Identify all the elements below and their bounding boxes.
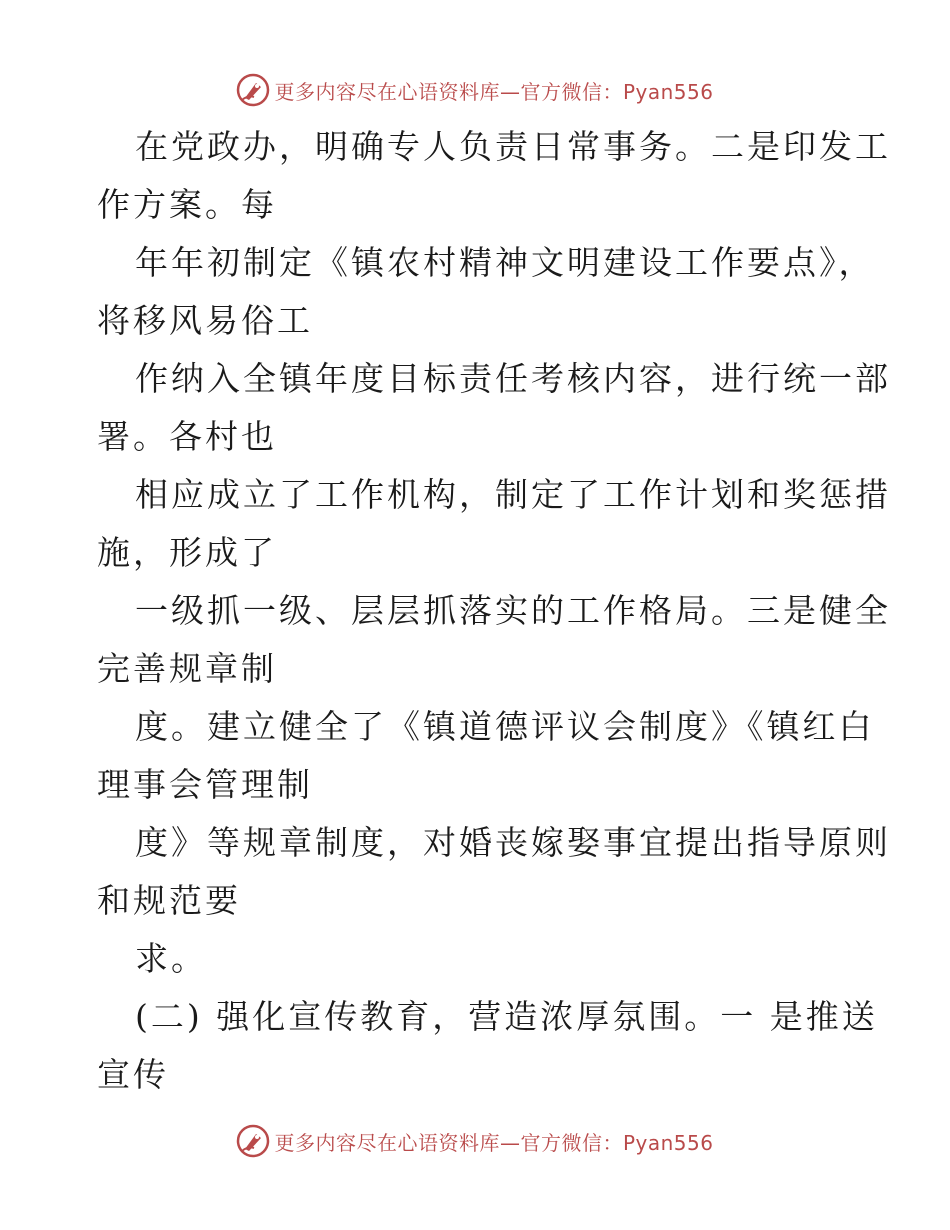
text-line: 理事会管理制	[97, 765, 313, 804]
text-line: 完善规章制	[97, 649, 277, 688]
text-line: 将移风易俗工	[97, 301, 313, 340]
text-line: 求。	[135, 939, 207, 978]
text-line: 相应成立了工作机构，制定了工作计划和奖惩措	[135, 475, 891, 514]
text-line: 宣传	[97, 1055, 169, 1094]
pen-nib-logo-icon	[236, 1124, 270, 1158]
text-line: 年年初制定《镇农村精神文明建设工作要点》，	[135, 243, 875, 282]
text-line: 度。建立健全了《镇道德评议会制度》《镇红白	[135, 707, 875, 746]
text-line: 一级抓一级、层层抓落实的工作格局。三是健全	[135, 591, 891, 630]
text-line: (二) 强化宣传教育，营造浓厚氛围。一 是推送	[135, 997, 878, 1036]
document-body	[97, 118, 891, 1104]
footer-watermark-banner	[0, 1121, 950, 1161]
text-line: 在党政办，明确专人负责日常事务。二是印发工	[135, 127, 891, 166]
text-line: 作方案。每	[97, 185, 277, 224]
text-line: 施，形成了	[97, 533, 277, 572]
text-line: 和规范要	[97, 881, 241, 920]
text-line: 度》等规章制度，对婚丧嫁娶事宜提出指导原则	[135, 823, 891, 862]
text-line: 署。各村也	[97, 417, 277, 456]
pen-nib-logo-icon	[236, 73, 270, 107]
text-line: 作纳入全镇年度目标责任考核内容，进行统一部	[135, 359, 891, 398]
header-watermark-text: 更多内容尽在心语资料库—官方微信：Pyan556	[274, 79, 714, 104]
header-watermark-banner	[0, 70, 950, 110]
footer-watermark-text: 更多内容尽在心语资料库—官方微信：Pyan556	[274, 1130, 714, 1155]
